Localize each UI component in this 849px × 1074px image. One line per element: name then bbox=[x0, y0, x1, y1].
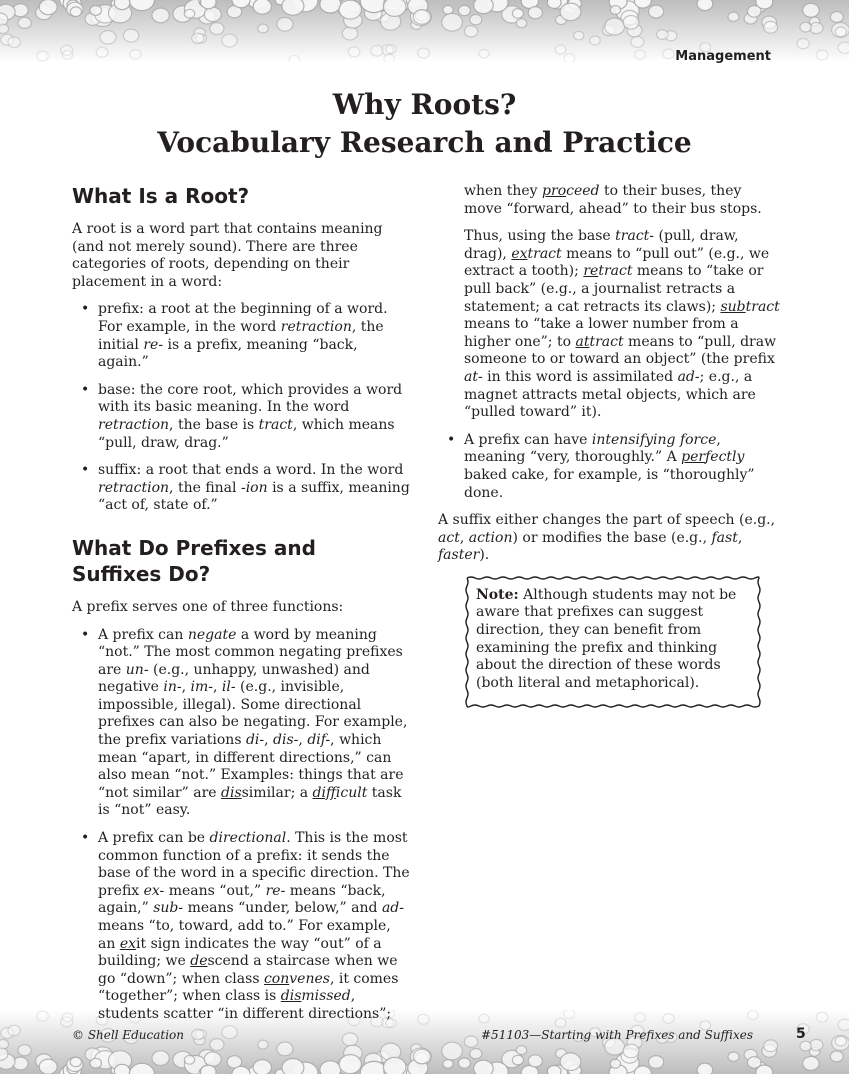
list-item-negate bbox=[72, 627, 412, 821]
text: it bbox=[136, 935, 147, 952]
text: a staircase when we go “down”; when class bbox=[98, 953, 398, 987]
underlined-prefix: con bbox=[263, 970, 290, 987]
text: prefix: a root at the beginning of a word. For example, in the word bbox=[98, 301, 388, 335]
functions-intro: A prefix serves one of three functions: bbox=[72, 598, 344, 615]
example-part: -ion bbox=[240, 479, 268, 496]
text: similar bbox=[241, 784, 291, 801]
underlined-prefix: per bbox=[681, 449, 706, 466]
text: is a suffix, meaning “act of, state of.” bbox=[98, 479, 410, 514]
list-item-directional bbox=[72, 830, 412, 1024]
emphasis: tract bbox=[527, 245, 562, 262]
right-column bbox=[438, 183, 783, 708]
left-column bbox=[72, 183, 412, 1034]
text: ). bbox=[479, 547, 490, 564]
emphasis: fectly bbox=[705, 449, 745, 466]
emphasis: tract- bbox=[615, 228, 655, 245]
text: , bbox=[212, 679, 222, 696]
text: , the base is bbox=[169, 416, 259, 433]
emphasis: dis- bbox=[273, 732, 299, 749]
root-category-list bbox=[72, 301, 412, 515]
text: Thus, using the base bbox=[464, 228, 616, 245]
text: A prefix can be bbox=[98, 830, 210, 847]
root-intro-paragraph: A root is a word part that contains meaning (and not merely sound). There are three categories of roots, depending on their placement in a word: bbox=[72, 221, 383, 290]
heading-prefixes-suffixes: What Do Prefixes and Suffixes Do? bbox=[72, 535, 316, 586]
text: task is “not” easy. bbox=[98, 784, 402, 819]
emphasis: ad- bbox=[677, 368, 700, 385]
list-item-suffix bbox=[72, 462, 412, 515]
title-line-1: Why Roots? bbox=[332, 88, 517, 121]
emphasis: act bbox=[438, 529, 460, 546]
text: , bbox=[459, 529, 469, 546]
example-word: retraction bbox=[98, 416, 170, 433]
text: means to “pull, draw someone to or toward an object” (the prefix bbox=[464, 333, 777, 368]
text: , meaning “very, thoroughly.” A bbox=[464, 431, 721, 466]
emphasis: directional bbox=[209, 830, 287, 847]
underlined-prefix: ex bbox=[119, 935, 137, 952]
emphasis: in- bbox=[163, 679, 182, 696]
text: is a prefix, meaning “back, again.” bbox=[98, 336, 358, 371]
emphasis: negate bbox=[187, 626, 237, 643]
text: (e.g., invisible, impossible, illegal). Some directional prefixes can also be negating. For example, the prefix variations bbox=[98, 679, 408, 749]
note-box bbox=[464, 575, 762, 709]
list-item-prefix bbox=[72, 301, 412, 371]
text: means “back, again,” bbox=[98, 882, 386, 917]
underlined-prefix: dis bbox=[221, 784, 242, 801]
text: , bbox=[298, 732, 308, 749]
text: sign indicates the way “out” of a building; we bbox=[98, 935, 382, 970]
footer-book-title: #51103—Starting with Prefixes and Suffixes bbox=[481, 1028, 753, 1042]
text: , which mean “apart, in different directions,” can also mean “not.” Examples: things that are “not similar” are bbox=[98, 732, 404, 801]
list-item-base bbox=[72, 382, 412, 452]
emphasis: missed bbox=[301, 988, 351, 1005]
text: A prefix can bbox=[98, 626, 188, 643]
text: , which means “pull, draw, drag.” bbox=[98, 416, 395, 451]
emphasis: ficult bbox=[335, 784, 368, 801]
text: scend bbox=[207, 953, 249, 970]
example-part: re- bbox=[143, 336, 164, 353]
text: A prefix can have bbox=[464, 431, 592, 448]
emphasis: ex- bbox=[143, 882, 165, 899]
heading-what-is-a-root: What Is a Root? bbox=[72, 184, 250, 208]
emphasis: fast bbox=[711, 529, 738, 546]
text: base: the core root, which provides a word with its basic meaning. In the word bbox=[98, 381, 403, 416]
intensifying-list bbox=[438, 432, 783, 502]
emphasis: il- bbox=[221, 679, 236, 696]
emphasis: at- bbox=[464, 368, 483, 385]
underlined-prefix: pro bbox=[542, 183, 567, 199]
text: . This is the most common function of a prefix: it sends the base of the word in a specific direction. The prefix bbox=[98, 830, 410, 899]
text: , it comes “together”; when class is bbox=[98, 970, 399, 1005]
example-word: retraction bbox=[280, 318, 352, 335]
text: ; e.g., a magnet attracts metal objects, which are “pulled toward” it). bbox=[464, 368, 756, 421]
emphasis: ceed bbox=[566, 183, 600, 199]
text: means “to, toward, add to.” For example, an bbox=[98, 918, 391, 952]
text: means to “take or pull back” (e.g., a journalist retracts a statement; a cat retracts its claws); bbox=[464, 263, 764, 315]
text: a word by meaning “not.” The most common negating prefixes are bbox=[98, 626, 403, 678]
emphasis: venes bbox=[289, 970, 330, 987]
text: when they bbox=[464, 183, 543, 199]
underlined-prefix: dis bbox=[280, 988, 302, 1005]
footer-publisher: © Shell Education bbox=[72, 1028, 185, 1042]
page-title bbox=[0, 86, 849, 162]
emphasis: tract bbox=[745, 298, 780, 315]
title-line-2: Vocabulary Research and Practice bbox=[157, 126, 692, 159]
text: (e.g., unhappy, unwashed) and negative bbox=[98, 661, 370, 696]
prefix-function-list bbox=[72, 627, 412, 1024]
text: ; a bbox=[290, 784, 313, 801]
underlined-prefix: de bbox=[190, 953, 208, 970]
directional-continuation bbox=[438, 183, 783, 218]
example-part: tract bbox=[258, 416, 293, 433]
emphasis: intensifying force bbox=[591, 431, 717, 448]
emphasis: ad- bbox=[381, 900, 404, 917]
text: , bbox=[737, 529, 743, 546]
emphasis: dif- bbox=[307, 732, 331, 749]
text: , bbox=[181, 679, 191, 696]
text: (pull, draw, drag), bbox=[464, 228, 739, 262]
note-text bbox=[476, 587, 746, 693]
note-body: Although students may not be aware that prefixes can suggest direction, they can benefit from examining the prefix and thinking about the direction of these words (both literal and metaphorical). bbox=[476, 586, 737, 691]
text: ) or modifies the base (e.g., bbox=[512, 529, 712, 546]
emphasis: im- bbox=[190, 679, 213, 696]
text: , the initial bbox=[98, 318, 384, 353]
text: means “out,” bbox=[164, 882, 266, 899]
emphasis: un- bbox=[125, 661, 149, 678]
underlined-prefix: re bbox=[583, 263, 599, 280]
emphasis: action bbox=[468, 529, 513, 546]
list-item-intensifying bbox=[438, 432, 783, 502]
example-word: retraction bbox=[98, 479, 170, 496]
text: A suffix either changes the part of speech (e.g., bbox=[438, 512, 776, 529]
emphasis: tract bbox=[598, 263, 633, 280]
underlined-prefix: at bbox=[575, 333, 590, 350]
text: , the final bbox=[169, 479, 241, 496]
text: in this word is assimilated bbox=[482, 368, 678, 385]
text: , bbox=[264, 732, 274, 749]
tract-examples-paragraph bbox=[438, 228, 783, 422]
text: means to “pull out” (e.g., we extract a tooth); bbox=[464, 245, 770, 280]
emphasis: faster bbox=[438, 547, 480, 564]
text: baked cake, for example, is “thoroughly” done. bbox=[464, 466, 755, 501]
emphasis: tract bbox=[589, 333, 624, 350]
page-number: 5 bbox=[796, 1026, 806, 1042]
text: , students scatter “in different directions”; bbox=[98, 988, 392, 1022]
text: suffix: a root that ends a word. In the word bbox=[98, 462, 404, 479]
underlined-prefix: dif bbox=[312, 784, 336, 801]
note-label: Note: bbox=[476, 586, 519, 603]
text: means “under, below,” and bbox=[183, 900, 382, 917]
underlined-prefix: ex bbox=[511, 245, 528, 262]
section-label: Management bbox=[675, 49, 771, 64]
underlined-prefix: sub bbox=[720, 298, 746, 315]
emphasis: sub- bbox=[153, 900, 184, 917]
suffix-paragraph bbox=[438, 512, 783, 565]
text: to their buses, they move “forward, ahead” to their bus stops. bbox=[464, 183, 762, 217]
text: means to “take a lower number from a higher one”; to bbox=[464, 316, 739, 350]
emphasis: re- bbox=[265, 882, 286, 899]
emphasis: di- bbox=[245, 732, 265, 749]
